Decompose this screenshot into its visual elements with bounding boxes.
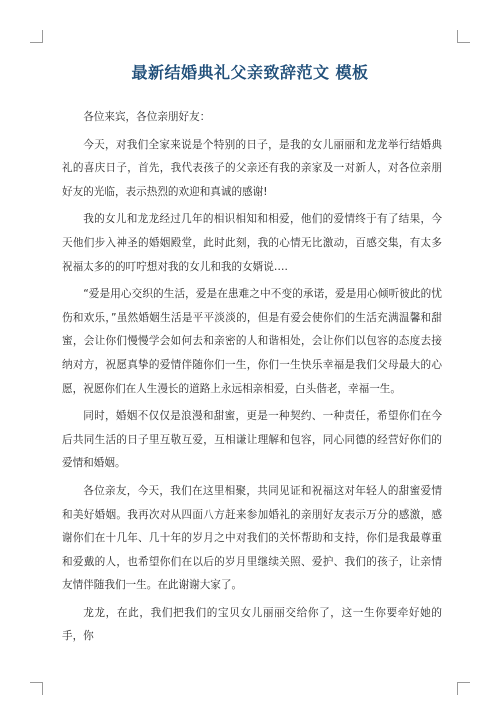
paragraph: 龙龙，在此，我们把我们的宝贝女儿丽丽交给你了，这一生你要牵好她的手，你: [62, 606, 442, 643]
paragraph: 同时，婚姻不仅仅是浪漫和甜蜜，更是一种契约、一种责任，希望你们在今后共同生活的日子里互敬互爱，互相谦让理解和包容，同心同德的经营好你们的爱情和婚姻。: [62, 410, 442, 470]
document-title: 最新结婚典礼父亲致辞范文 模板: [131, 63, 369, 82]
crop-mark-bottom-right: [457, 682, 470, 695]
paragraph: “爱是用心交织的生活，爱是在患难之中不变的承诺，爱是用心倾听彼此的忧伤和欢乐，”虽然婚姻生活是平平淡淡的，但是有爱会使你们的生活充满温馨和甜蜜，会让你们慢慢学会如何去和亲密的人和谐相处，会让你们以包容的态度去接纳对方，祝愿真挚的爱情伴随你们一生，你们一生快乐幸福是我们父母最大的心愿，祝愿你们在人生漫长的道路上永远相亲相爱，白头偕老，幸福一生。: [62, 288, 442, 395]
paragraph: 我的女儿和龙龙经过几年的相识相知和相爱，他们的爱情终于有了结果，今天他们步入神圣的婚姻殿堂，此时此刻，我的心情无比激动，百感交集，有太多祝福太多的的叮咛想对我的女儿和我的女婿说….: [62, 213, 442, 273]
paragraph: 今天，对我们全家来说是个特别的日子，是我的女儿丽丽和龙龙举行结婚典礼的喜庆日子，首先，我代表孩子的父亲还有我的亲家及一对新人，对各位亲朋好友的光临，表示热烈的欢迎和真诚的感谢!: [62, 138, 442, 198]
crop-mark-top-right: [457, 30, 470, 43]
paragraph-greeting: 各位来宾，各位亲朋好友：: [83, 111, 211, 123]
crop-mark-top-left: [30, 30, 43, 43]
document-body: [62, 106, 442, 653]
paragraph: 各位亲友，今天，我们在这里相聚，共同见证和祝福这对年轻人的甜蜜爱情和美好婚姻。我再次对从四面八方赶来参加婚礼的亲朋好友表示万分的感激，感谢你们在十几年、几十年的岁月之中对我们的关怀帮助和支持，你们是我最尊重和爱戴的人，也希望你们在以后的岁月里继续关照、爱护、我们的孩子，让亲情友情伴随我们一生。在此谢谢大家了。: [62, 484, 442, 592]
crop-mark-bottom-left: [30, 682, 43, 695]
